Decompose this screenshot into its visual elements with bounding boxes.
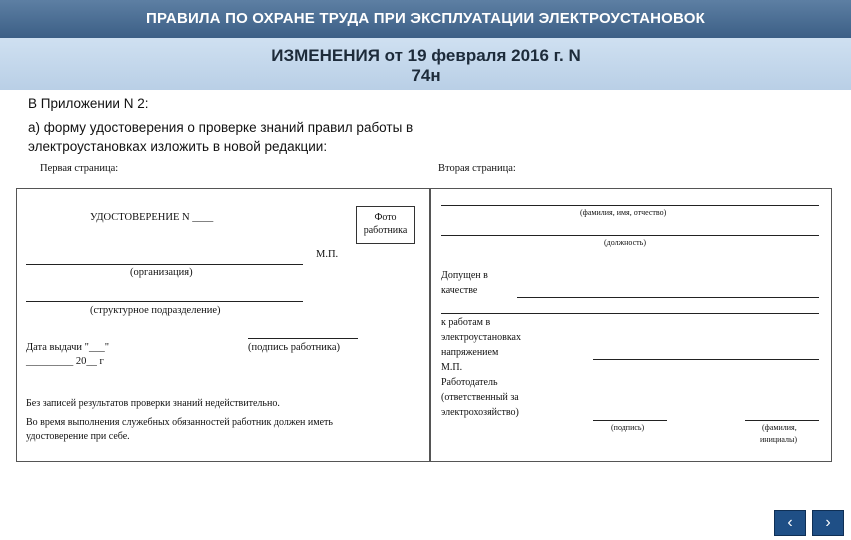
slide-title: ПРАВИЛА ПО ОХРАНЕ ТРУДА ПРИ ЭКСПЛУАТАЦИИ ЭЛЕКТРОУСТАНОВОК <box>0 0 851 38</box>
voltage-line <box>593 359 819 360</box>
employer-signature-line <box>593 420 667 421</box>
position-caption: (должность) <box>604 238 646 247</box>
certificate-title: УДОСТОВЕРЕНИЕ N ____ <box>90 212 214 223</box>
fio-line <box>441 205 819 206</box>
intro-line3: электроустановках изложить в новой редакции: <box>28 139 328 154</box>
amendment-title-line2: 74н <box>411 66 441 85</box>
photo-box <box>356 206 415 244</box>
department-line <box>26 301 303 302</box>
photo-label-line2: работника <box>363 225 408 236</box>
intro-line2: а) форму удостоверения о проверке знаний правил работы в <box>28 120 414 135</box>
admitted-as-line <box>517 297 819 298</box>
page2-stamp-place: М.П. <box>441 362 463 373</box>
amendment-title <box>210 46 642 86</box>
issue-date-line2: _________ 20__ г <box>26 356 104 367</box>
employee-signature-caption: (подпись работника) <box>248 342 341 353</box>
issue-date-line1: Дата выдачи "___" <box>26 342 109 353</box>
surname-caption-line2: инициалы) <box>760 435 798 444</box>
admitted-line2: качестве <box>441 285 478 296</box>
admitted-as-line2 <box>441 313 819 314</box>
work-line2: электроустановках <box>441 332 521 343</box>
validity-note: Без записей результатов проверки знаний недействительно. <box>26 398 280 409</box>
intro-line1: В Приложении N 2: <box>28 96 149 111</box>
page2-label: Вторая страница: <box>438 163 516 174</box>
stamp-place-label: М.П. <box>316 249 339 260</box>
fio-caption: (фамилия, имя, отчество) <box>580 208 667 217</box>
admitted-line1: Допущен в <box>441 270 488 281</box>
carry-note-line1: Во время выполнения служебных обязанностей работник должен иметь <box>26 417 333 428</box>
employee-signature-line <box>248 338 358 339</box>
surname-caption-line1: (фамилия, <box>762 423 797 432</box>
photo-label-line1: Фото <box>374 212 397 223</box>
amendment-title-line1: ИЗМЕНЕНИЯ от 19 февраля 2016 г. N <box>271 46 581 65</box>
employer-line2: (ответственный за <box>441 392 519 403</box>
organization-line <box>26 264 303 265</box>
prev-slide-button[interactable]: ‹ <box>774 510 806 536</box>
employer-name-line <box>745 420 819 421</box>
work-line3: напряжением <box>441 347 499 358</box>
organization-caption: (организация) <box>130 267 193 278</box>
carry-note-line2: удостоверение при себе. <box>26 431 130 442</box>
work-line1: к работам в <box>441 317 491 328</box>
page1-label: Первая страница: <box>40 163 119 174</box>
next-slide-button[interactable]: › <box>812 510 844 536</box>
employer-line1: Работодатель <box>441 377 498 388</box>
department-caption: (структурное подразделение) <box>90 305 221 316</box>
position-line <box>441 235 819 236</box>
signature-caption: (подпись) <box>611 423 645 432</box>
employer-line3: электрохозяйство) <box>441 407 519 418</box>
subtitle-band <box>0 38 851 90</box>
